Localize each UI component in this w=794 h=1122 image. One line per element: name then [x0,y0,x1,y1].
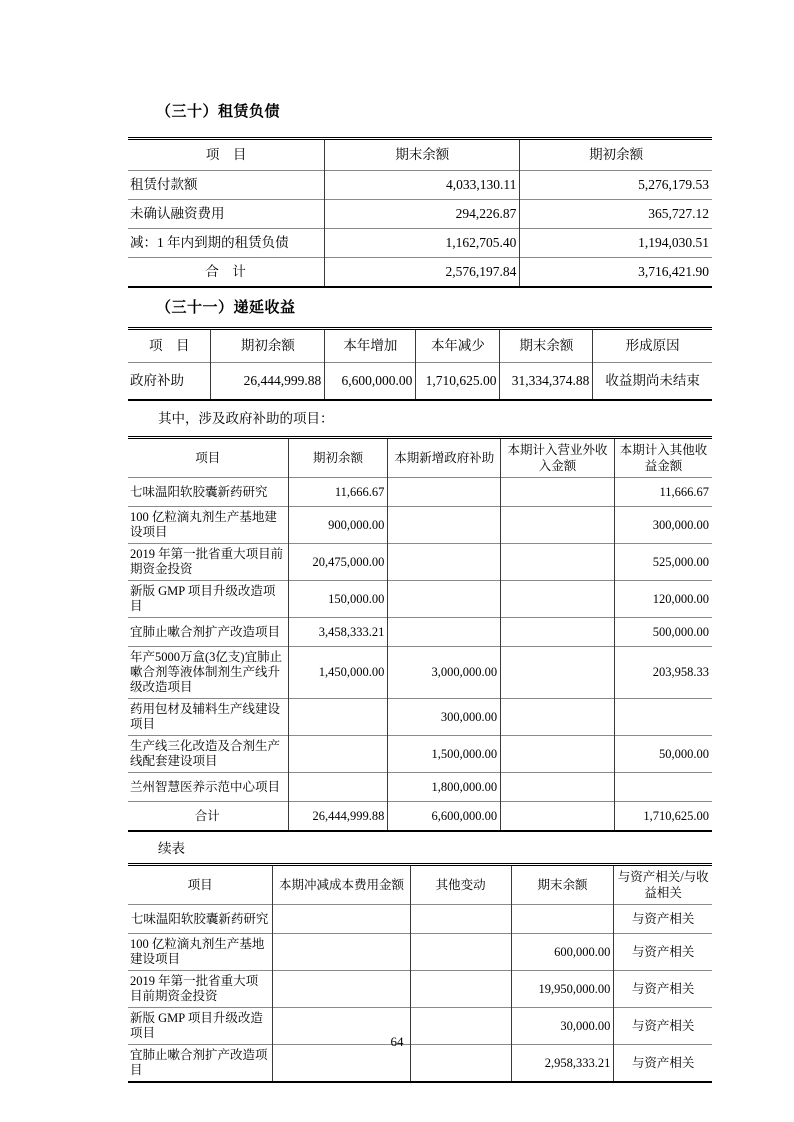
table-cell: 3,458,333.21 [288,618,388,647]
table-row [128,905,712,934]
table-cell [410,1045,511,1083]
table-cell: 与资产相关 [614,971,712,1008]
deferred-income-summary-table [128,327,712,401]
table-cell: 与资产相关 [614,1008,712,1045]
table-cell: 新版 GMP 项目升级改造项目 [128,581,288,618]
table-cell: 宜肺止嗽合剂扩产改造项目 [128,1045,273,1083]
table-cell: 1,500,000.00 [388,736,501,773]
table-cell [501,773,615,802]
column-header: 项 目 [148,338,190,353]
table-cell [614,699,712,736]
table-cell: 26,444,999.88 [288,802,388,832]
table-row [128,229,712,258]
table-cell: 294,226.87 [325,200,520,229]
column-header: 本年减少 [416,329,500,363]
table-cell: 203,958.33 [614,647,712,699]
table-cell: 4,033,130.11 [325,171,520,200]
table-cell: 与资产相关 [614,905,712,934]
table-cell [288,773,388,802]
table-cell: 1,710,625.00 [614,802,712,832]
subsidy-projects-table [128,436,712,832]
table-cell: 七味温阳软胶囊新药研究 [128,905,273,934]
table-cell: 未确认融资费用 [128,200,325,229]
column-header: 本期计入其他收益金额 [614,438,712,478]
column-header: 形成原因 [593,329,712,363]
table-cell: 525,000.00 [614,544,712,581]
table-cell: 政府补助 [128,363,211,401]
table-cell: 500,000.00 [614,618,712,647]
table-cell: 30,000.00 [511,1008,614,1045]
continued-table-label: 续表 [158,841,185,856]
table-cell: 5,276,179.53 [520,171,712,200]
table-cell: 20,475,000.00 [288,544,388,581]
table-cell: 365,727.12 [520,200,712,229]
table-cell: 120,000.00 [614,581,712,618]
table-row [128,773,712,802]
column-header: 项目 [187,878,213,892]
column-header: 期末余额 [511,865,614,905]
table-cell: 100 亿粒滴丸剂生产基地建设项目 [128,934,273,971]
header-row [128,329,712,363]
table-cell: 300,000.00 [388,699,501,736]
column-header: 本期计入营业外收入金额 [501,438,615,478]
table-cell [388,581,501,618]
section-title-deferred-income: （三十一）递延收益 [156,300,296,316]
table-cell: 减：1 年内到期的租赁负债 [128,229,325,258]
table-cell [388,507,501,544]
table-cell [511,905,614,934]
table-cell: 合计 [128,802,288,832]
column-header: 期初余额 [211,329,325,363]
table-row [128,200,712,229]
table-cell [501,802,615,832]
table-cell [614,773,712,802]
lease-liabilities-table [128,137,712,288]
table-cell: 11,666.67 [288,478,388,507]
table-cell [288,699,388,736]
column-header: 期初余额 [520,139,712,171]
table-cell [501,507,615,544]
table-cell [410,971,511,1008]
column-header: 与资产相关/与收益相关 [614,865,712,905]
table-cell [273,971,410,1008]
table-row [128,618,712,647]
table-cell [388,618,501,647]
table-cell: 2019 年第一批省重大项目前期资金投资 [128,971,273,1008]
header-row [128,438,712,478]
table-row [128,507,712,544]
table-row [128,802,712,832]
table-cell: 租赁付款额 [128,171,325,200]
table-row [128,363,712,401]
table-cell: 19,950,000.00 [511,971,614,1008]
header-row [128,139,712,171]
table-cell [410,934,511,971]
table-cell: 2,958,333.21 [511,1045,614,1083]
table-cell [410,905,511,934]
table-cell [501,478,615,507]
table-cell: 6,600,000.00 [325,363,416,401]
table-cell: 600,000.00 [511,934,614,971]
table-cell [501,647,615,699]
table-cell: 2,576,197.84 [325,258,520,288]
table-cell: 300,000.00 [614,507,712,544]
subsidy-projects-continued-table [128,863,712,1083]
table-row [128,736,712,773]
table-cell: 年产5000万盒(3亿支)宜肺止嗽合剂等液体制剂生产线升级改造项目 [128,647,288,699]
column-header: 其他变动 [410,865,511,905]
table-cell [273,1045,410,1083]
table-cell [501,736,615,773]
table-cell: 宜肺止嗽合剂扩产改造项目 [128,618,288,647]
table-cell: 1,450,000.00 [288,647,388,699]
column-header: 期末余额 [325,139,520,171]
table-cell [388,544,501,581]
column-header: 项目 [195,451,221,465]
table-cell: 七味温阳软胶囊新药研究 [128,478,288,507]
table-row [128,1045,712,1083]
table-cell: 26,444,999.88 [211,363,325,401]
table-row [128,478,712,507]
table-cell [388,478,501,507]
table-row [128,581,712,618]
table-cell: 31,334,374.88 [500,363,593,401]
column-header: 项 目 [205,147,247,162]
table-cell: 11,666.67 [614,478,712,507]
table-cell: 新版 GMP 项目升级改造项目 [128,1008,273,1045]
table-cell: 100 亿粒滴丸剂生产基地建设项目 [128,507,288,544]
column-header: 本年增加 [325,329,416,363]
table-cell [501,544,615,581]
table-cell: 与资产相关 [614,934,712,971]
column-header: 本期新增政府补助 [388,438,501,478]
table-cell: 2019 年第一批省重大项目前期资金投资 [128,544,288,581]
table-cell [501,699,615,736]
table-cell: 3,716,421.90 [520,258,712,288]
table-cell: 兰州智慧医养示范中心项目 [128,773,288,802]
table-row [128,971,712,1008]
column-header: 本期冲减成本费用金额 [273,865,410,905]
section-title-lease-liabilities: （三十）租赁负债 [156,104,281,120]
table-cell: 生产线三化改造及合剂生产线配套建设项目 [128,736,288,773]
header-row [128,865,712,905]
table-cell [501,581,615,618]
government-subsidy-note: 其中，涉及政府补助的项目： [158,411,334,426]
table-cell: 与资产相关 [614,1045,712,1083]
table-cell: 50,000.00 [614,736,712,773]
table-row [128,258,712,288]
table-cell: 3,000,000.00 [388,647,501,699]
table-cell: 合 计 [128,258,325,288]
table-cell [288,736,388,773]
table-row [128,699,712,736]
table-row [128,171,712,200]
page-number: 64 [390,1034,404,1049]
table-cell: 收益期尚未结束 [593,363,712,401]
table-cell: 1,800,000.00 [388,773,501,802]
table-cell: 1,710,625.00 [416,363,500,401]
table-row [128,934,712,971]
table-row [128,544,712,581]
table-cell: 150,000.00 [288,581,388,618]
table-cell: 900,000.00 [288,507,388,544]
table-cell [273,905,410,934]
table-cell: 1,162,705.40 [325,229,520,258]
table-cell [501,618,615,647]
table-cell [273,934,410,971]
table-cell: 6,600,000.00 [388,802,501,832]
table-row [128,647,712,699]
table-cell: 1,194,030.51 [520,229,712,258]
table-cell: 药用包材及辅料生产线建设项目 [128,699,288,736]
column-header: 期末余额 [500,329,593,363]
column-header: 期初余额 [288,438,388,478]
